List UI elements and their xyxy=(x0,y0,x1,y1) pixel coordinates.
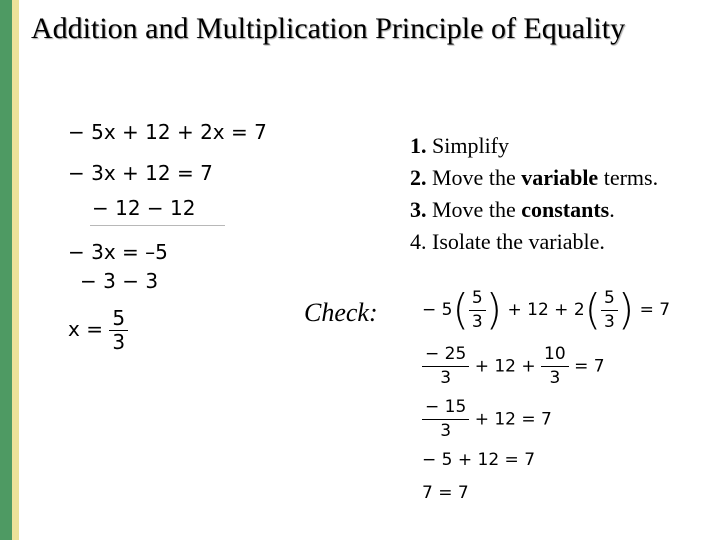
equation-line-1: − 5x + 12 + 2x = 7 xyxy=(68,120,267,144)
step-3: 3. Move the constants. xyxy=(410,197,615,222)
answer-fraction xyxy=(109,307,128,354)
equation-line-4: − 3x = –5 xyxy=(68,240,168,264)
answer-denominator: 3 xyxy=(112,330,126,354)
check-line-3: $\frac{- 15}{3}$ + 12 = 7 xyxy=(422,396,552,443)
subtraction-rule xyxy=(90,225,225,226)
equation-line-3: − 12 − 12 xyxy=(92,196,196,220)
left-accent-bar xyxy=(0,0,12,540)
check-line-1: − 5( $\frac{5}{3}$ ) + 12 + 2( $\frac{5}{3}$ ) = 7 xyxy=(422,285,671,334)
answer-line xyxy=(68,307,128,354)
check-label: Check: xyxy=(304,298,378,327)
left-accent-stripe xyxy=(12,0,19,540)
equation-line-2: − 3x + 12 = 7 xyxy=(68,161,213,185)
slide-title: Addition and Multiplication Principle of Equality xyxy=(31,12,626,45)
check-line-5: 7 = 7 xyxy=(422,483,469,503)
answer-numerator: 5 xyxy=(109,307,128,331)
check-line-4: − 5 + 12 = 7 xyxy=(422,450,536,470)
step-4: 4. Isolate the variable. xyxy=(410,229,605,254)
answer-variable: x = xyxy=(68,317,103,341)
step-1: 1. Simplify xyxy=(410,133,510,158)
step-2: 2. Move the variable terms. xyxy=(410,165,659,190)
steps-list xyxy=(410,130,658,258)
equation-line-5: − 3 − 3 xyxy=(80,269,159,293)
check-line-2: $\frac{- 25}{3}$ + 12 + $\frac{10}{3}$ = 7 xyxy=(422,343,605,390)
